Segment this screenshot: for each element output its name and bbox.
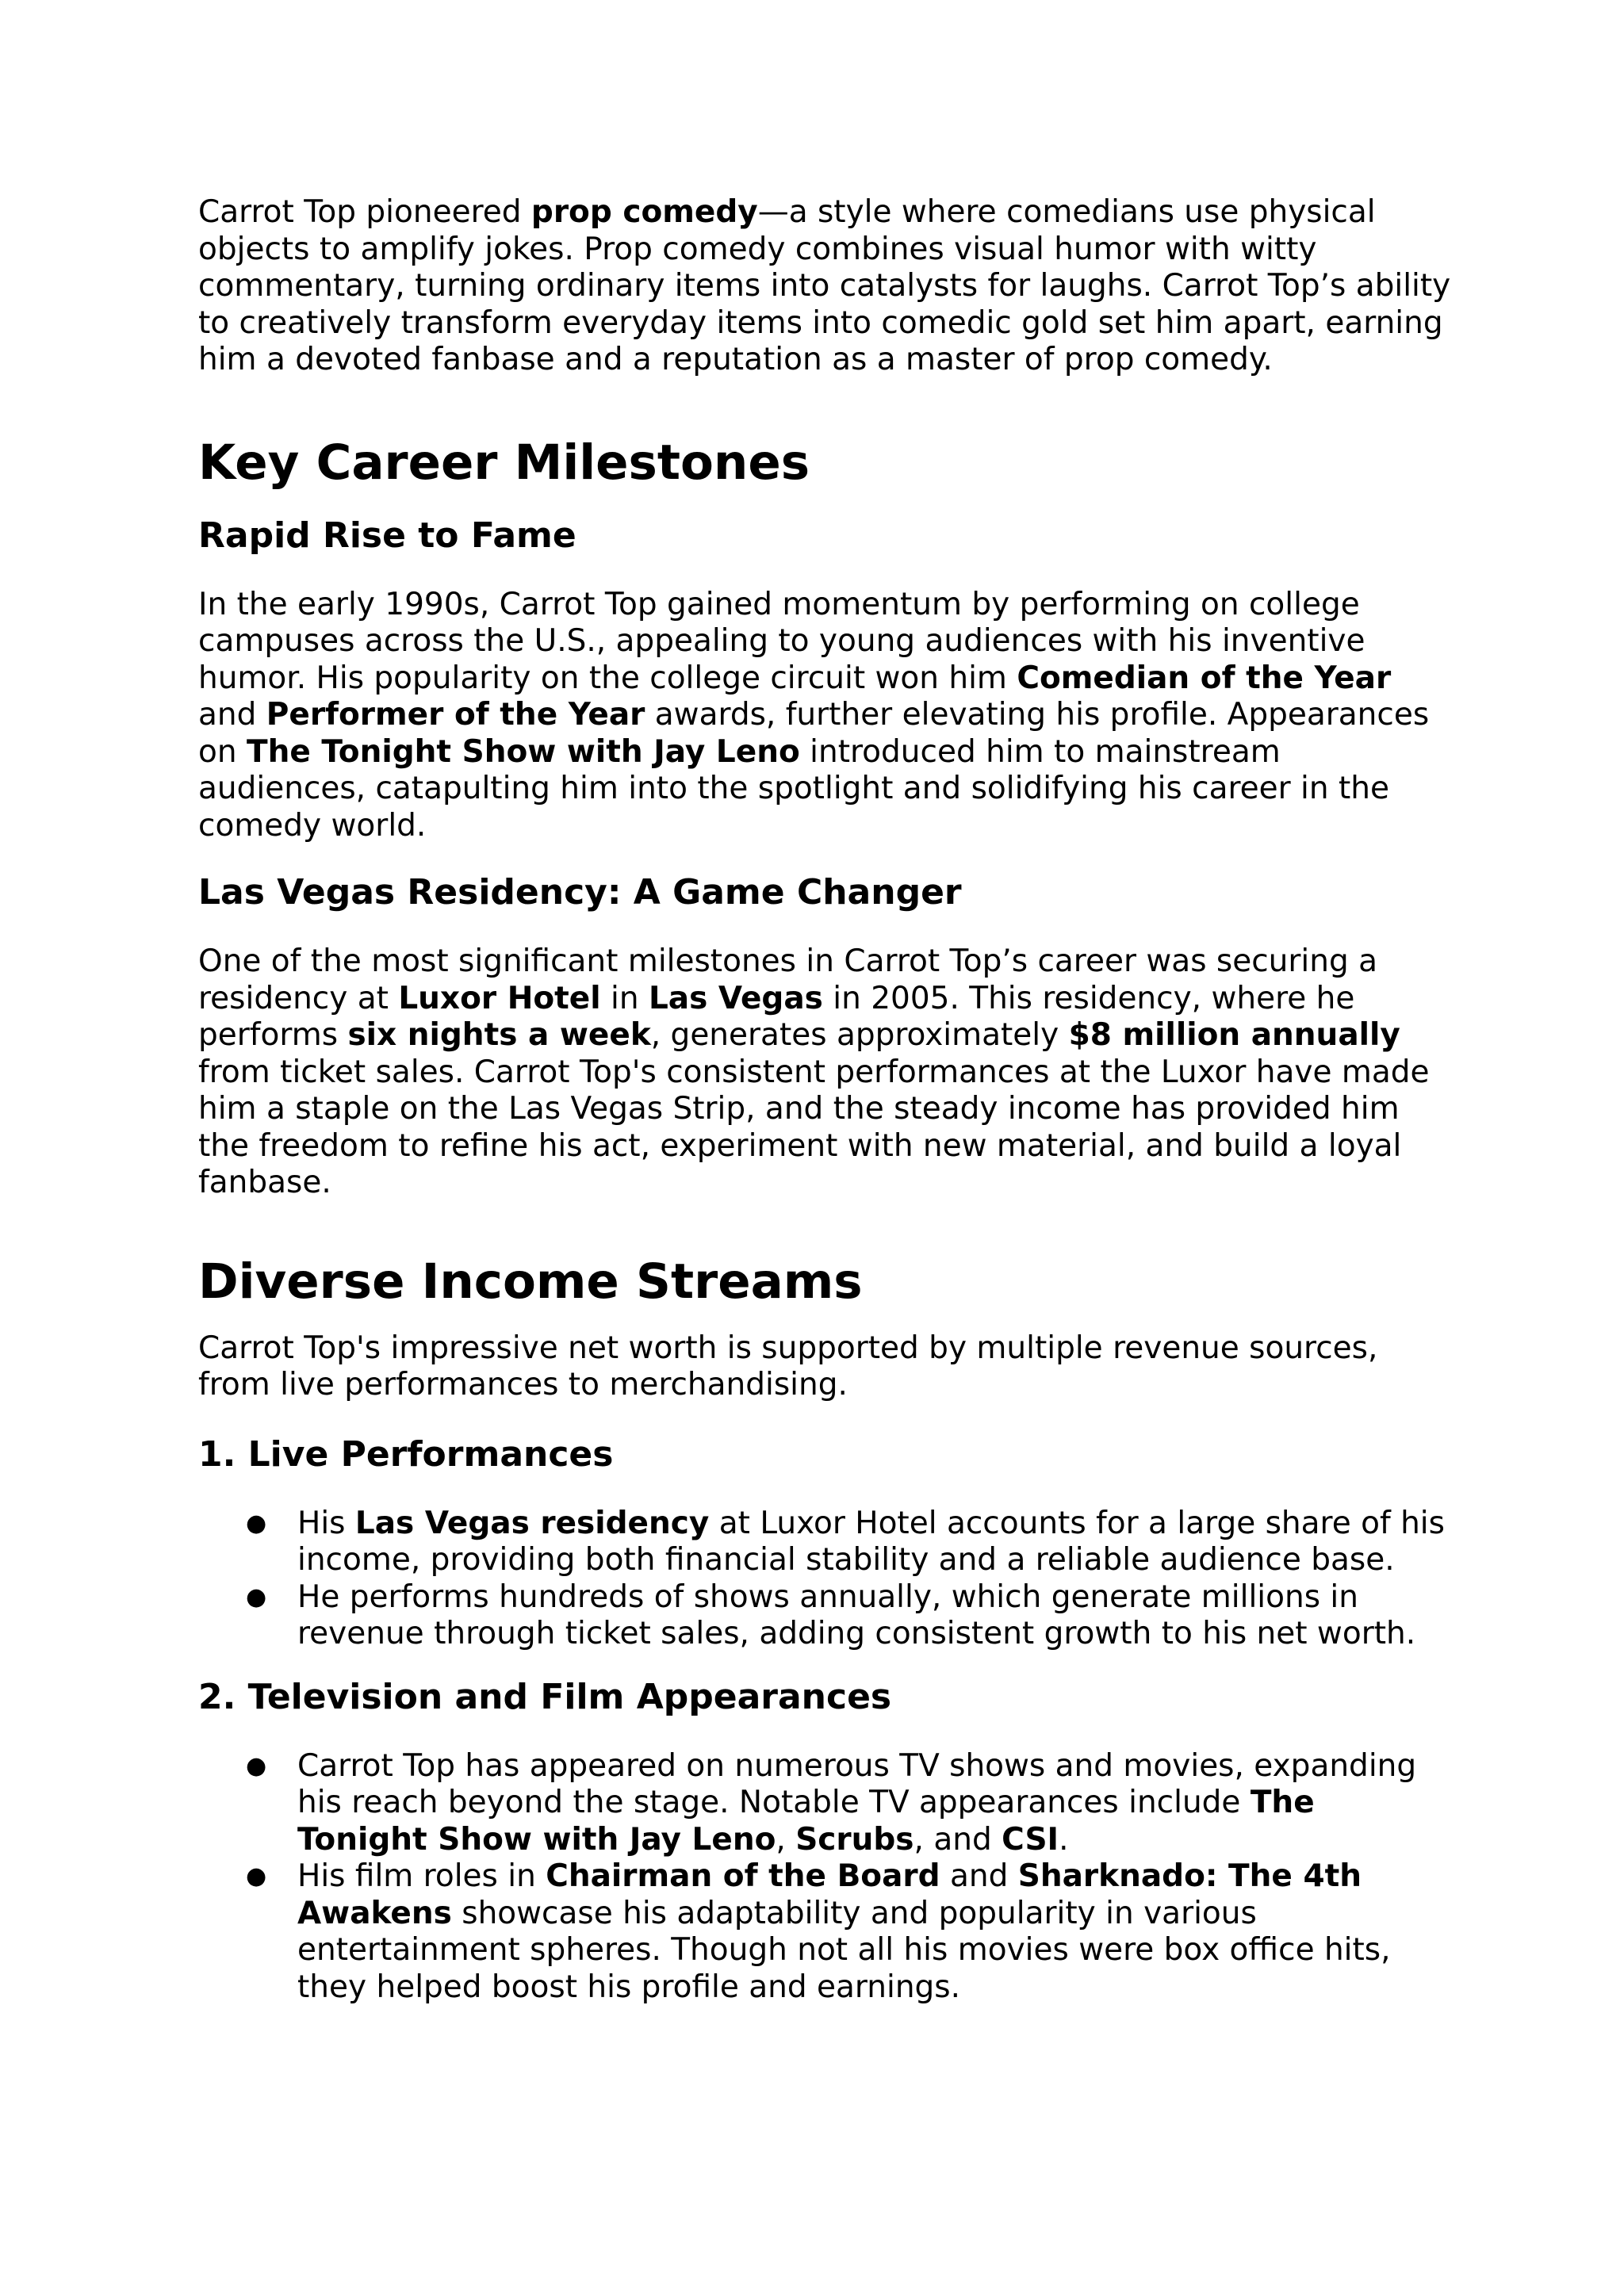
- subsection-heading-rapid-rise: Rapid Rise to Fame: [198, 515, 576, 556]
- bold-term: six nights a week: [347, 1017, 651, 1053]
- document-page: [198, 194, 1451, 2006]
- income-intro-paragraph: Carrot Top's impressive net worth is supported by multiple revenue sources, from live performances to merchandising.: [198, 1330, 1378, 1402]
- bullet-icon: ●: [246, 1751, 267, 1780]
- rapid-rise-paragraph: In the early 1990s, Carrot Top gained momentum by performing on college campuses across the U.S., appealing to young audiences with his inventive humor. His popularity on the college circuit won him Comedian of the Year and Performer of the Year awards, further elevating his profile. Appearances on The Tonight Show with Jay Leno introduced him to mainstream audiences, catapulting him into the spotlight and solidifying his career in the comedy world.: [198, 586, 1430, 844]
- section-heading-income: Diverse Income Streams: [198, 1253, 863, 1310]
- bold-term: Scrubs: [795, 1821, 914, 1858]
- list-item: ● He performs hundreds of shows annually, which generate millions in revenue through ticket sales, adding consistent growth to his net worth.: [246, 1578, 1416, 1651]
- tv-film-list: [198, 1748, 1451, 2007]
- subsection-heading-vegas-residency: Las Vegas Residency: A Game Changer: [198, 872, 962, 913]
- bold-term: Sharknado: The 4th Awakens: [297, 1858, 1362, 1931]
- bold-term: $8 million annually: [1068, 1017, 1400, 1053]
- list-item: ● Carrot Top has appeared on numerous TV shows and movies, expanding his reach beyond the stage. Notable TV appearances include The Tonight Show with Jay Leno, Scrubs, and CSI.: [246, 1747, 1417, 1858]
- bold-term: Performer of the Year: [266, 697, 645, 733]
- bold-term: Las Vegas residency: [354, 1505, 710, 1541]
- bold-term: Luxor Hotel: [398, 980, 601, 1016]
- bullet-icon: ●: [246, 1862, 267, 1890]
- list-item: ● His Las Vegas residency at Luxor Hotel accounts for a large share of his income, providing both financial stability and a reliable audience base.: [246, 1505, 1445, 1578]
- bold-term: CSI: [1002, 1821, 1059, 1858]
- bold-term: prop comedy: [530, 194, 758, 230]
- bullet-icon: ●: [246, 1509, 267, 1537]
- bold-term: The Tonight Show with Jay Leno: [246, 733, 800, 770]
- intro-paragraph: Carrot Top pioneered prop comedy—a style where comedians use physical objects to amplify jokes. Prop comedy combines visual humor with witty commentary, turning ordinary items into catalysts for laughs. Carrot Top’s ability to creatively transform everyday items into comedic gold set him apart, earning him a devoted fanbase and a reputation as a master of prop comedy.: [198, 194, 1451, 377]
- vegas-residency-paragraph: One of the most significant milestones in Carrot Top’s career was securing a residency at Luxor Hotel in Las Vegas in 2005. This residency, where he performs six nights a week, generates approximately $8 million annually from ticket sales. Carrot Top's consistent performances at the Luxor have made him a staple on the Las Vegas Strip, and the steady income has provided him the freedom to refine his act, experiment with new material, and build a loyal fanbase.: [198, 943, 1430, 1200]
- bullet-icon: ●: [246, 1582, 267, 1611]
- bold-term: The Tonight Show with Jay Leno: [297, 1785, 1315, 1858]
- live-performances-list: [198, 1506, 1451, 1653]
- bold-term: Chairman of the Board: [546, 1858, 940, 1894]
- bold-term: Las Vegas: [648, 980, 823, 1016]
- list-item: ● His film roles in Chairman of the Board and Sharknado: The 4th Awakens showcase his adaptability and popularity in various entertainment spheres. Though not all his movies were box office hits, they helped boost his profile and earnings.: [246, 1858, 1391, 2005]
- subsection-heading-live-performances: 1. Live Performances: [198, 1433, 614, 1475]
- subsection-heading-tv-film: 2. Television and Film Appearances: [198, 1676, 892, 1717]
- bold-term: Comedian of the Year: [1017, 660, 1392, 696]
- section-heading-milestones: Key Career Milestones: [198, 434, 810, 491]
